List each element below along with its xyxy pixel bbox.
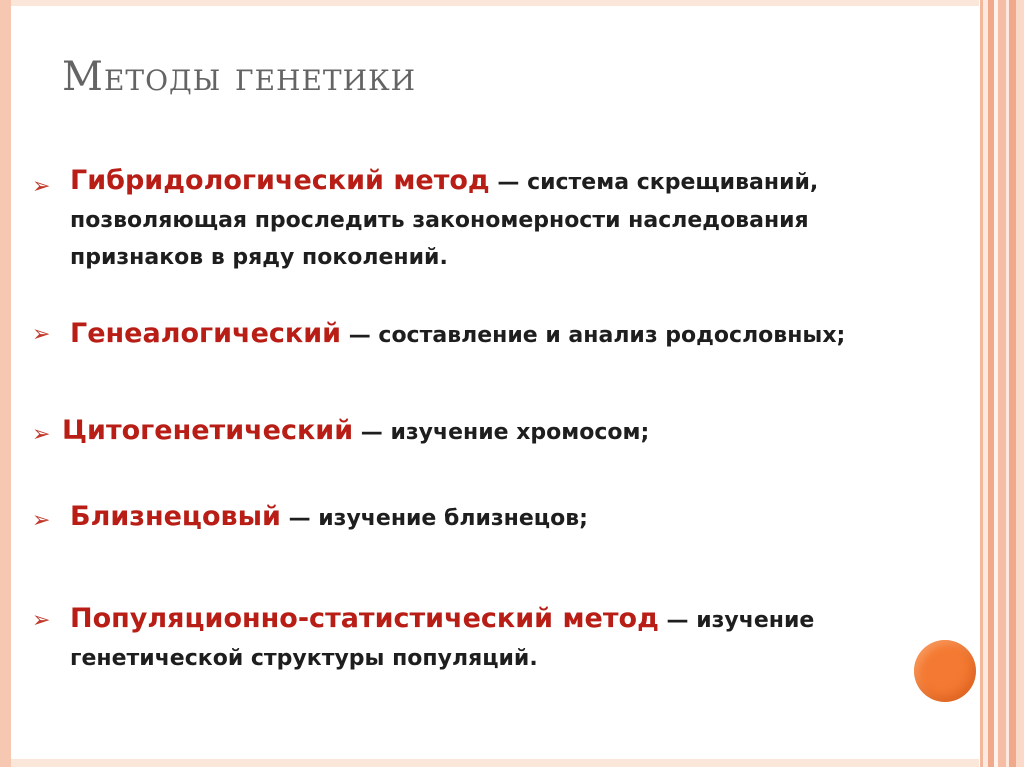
term: Популяционно-статистический метод xyxy=(70,603,659,634)
frame-left-bar xyxy=(0,0,11,767)
description: изучение xyxy=(696,608,815,633)
decorative-orange-circle xyxy=(914,640,976,702)
term: Близнецовый xyxy=(70,501,281,532)
decorative-stripes xyxy=(980,0,1024,767)
term: Гибридологический метод xyxy=(70,165,490,196)
description: изучение близнецов; xyxy=(318,506,588,531)
bullet-arrow-icon: ➢ xyxy=(32,608,51,633)
slide-title: Методы генетики xyxy=(62,54,417,100)
list-item-twin xyxy=(70,498,588,538)
dash: — xyxy=(280,506,319,531)
dash: — xyxy=(489,170,528,195)
list-item-genealogical xyxy=(70,315,845,355)
bullet-arrow-icon: ➢ xyxy=(32,422,51,447)
description: генетической структуры популяций. xyxy=(70,646,538,671)
frame-bottom-bar xyxy=(11,759,979,767)
term: Генеалогический xyxy=(70,318,342,349)
description: изучение хромосом; xyxy=(390,420,650,445)
bullet-arrow-icon: ➢ xyxy=(32,322,51,347)
list-item-hybridological xyxy=(70,162,818,276)
dash: — xyxy=(658,608,697,633)
description: позволяющая проследить закономерности наследования xyxy=(70,208,809,233)
bullet-arrow-icon: ➢ xyxy=(32,508,51,533)
list-item-cytogenetic xyxy=(62,412,649,452)
description: система скрещиваний, xyxy=(527,170,819,195)
description: признаков в ряду поколений. xyxy=(70,245,448,270)
list-item-population-statistical xyxy=(70,600,814,677)
frame-top-bar xyxy=(11,0,979,6)
bullet-arrow-icon: ➢ xyxy=(32,174,51,199)
dash: — xyxy=(341,323,379,348)
dash: — xyxy=(353,420,391,445)
description: составление и анализ родословных; xyxy=(378,323,846,348)
term: Цитогенетический xyxy=(62,415,354,446)
